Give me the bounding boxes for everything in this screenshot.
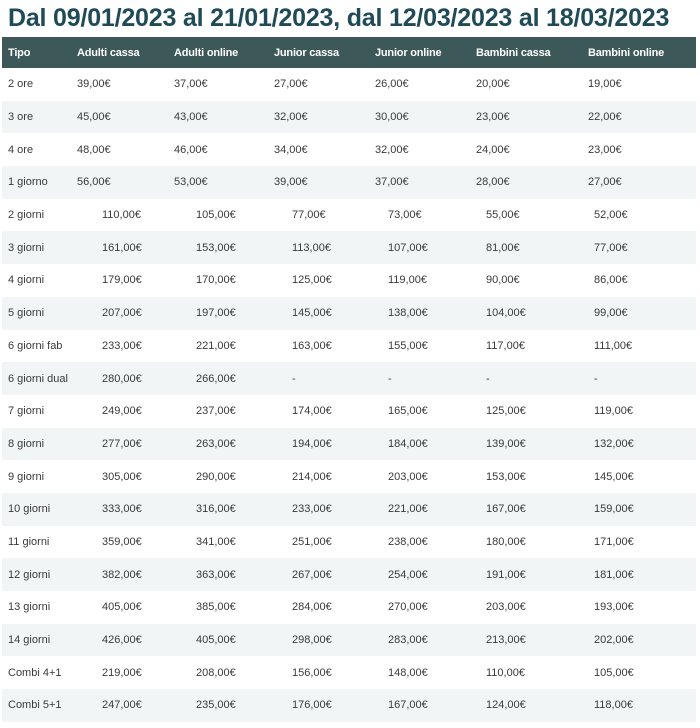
cell-junior-cassa: 214,00€ <box>292 470 332 483</box>
cell-tipo: Combi 4+1 <box>8 666 62 679</box>
cell-junior-cassa: 163,00€ <box>292 339 332 352</box>
cell-bambini-cassa: - <box>486 372 490 385</box>
cell-adulti-cassa: 249,00€ <box>102 405 142 418</box>
cell-adulti-cassa: 233,00€ <box>102 339 142 352</box>
cell-junior-online: 119,00€ <box>388 274 427 287</box>
table-row <box>2 624 696 657</box>
cell-junior-online: 138,00€ <box>388 307 428 320</box>
cell-adulti-online: 37,00€ <box>174 78 208 91</box>
cell-junior-cassa: 125,00€ <box>292 274 332 287</box>
cell-bambini-cassa: 139,00€ <box>486 437 526 450</box>
cell-junior-cassa: 77,00€ <box>292 209 326 222</box>
cell-junior-online: 32,00€ <box>375 143 409 156</box>
cell-tipo: Combi 5+1 <box>8 699 62 712</box>
cell-bambini-online: 118,00€ <box>594 699 633 712</box>
cell-adulti-cassa: 161,00€ <box>102 241 142 254</box>
cell-adulti-cassa: 207,00€ <box>102 307 142 320</box>
cell-junior-online: 165,00€ <box>388 405 428 418</box>
cell-bambini-cassa: 167,00€ <box>486 503 526 516</box>
cell-tipo: 11 giorni <box>8 535 50 548</box>
header-bambini-online: Bambini online <box>588 46 665 59</box>
cell-junior-cassa: 284,00€ <box>292 601 332 614</box>
cell-adulti-online: 341,00€ <box>196 535 236 548</box>
cell-adulti-online: 153,00€ <box>196 241 236 254</box>
cell-bambini-online: 171,00€ <box>594 535 634 548</box>
cell-adulti-cassa: 45,00€ <box>77 111 111 124</box>
header-bambini-cassa: Bambini cassa <box>476 46 551 59</box>
cell-bambini-online: - <box>594 372 598 385</box>
cell-bambini-online: 202,00€ <box>594 634 634 647</box>
table-row <box>2 166 696 199</box>
cell-junior-online: 238,00€ <box>388 535 428 548</box>
cell-adulti-cassa: 179,00€ <box>102 274 142 287</box>
header-adulti-online: Adulti online <box>174 46 239 59</box>
cell-junior-online: - <box>388 372 392 385</box>
cell-junior-cassa: 39,00€ <box>274 176 308 189</box>
cell-junior-cassa: 267,00€ <box>292 568 332 581</box>
cell-bambini-cassa: 180,00€ <box>486 535 526 548</box>
cell-bambini-cassa: 110,00€ <box>486 666 525 679</box>
cell-junior-cassa: 34,00€ <box>274 143 308 156</box>
cell-adulti-cassa: 48,00€ <box>77 143 111 156</box>
table-row <box>2 297 696 330</box>
table-row <box>2 558 696 591</box>
cell-bambini-online: 105,00€ <box>594 666 634 679</box>
cell-bambini-cassa: 55,00€ <box>486 209 520 222</box>
table-body <box>2 68 696 722</box>
cell-bambini-cassa: 24,00€ <box>476 143 510 156</box>
table-row <box>2 231 696 264</box>
cell-junior-online: 221,00€ <box>388 503 428 516</box>
cell-bambini-online: 159,00€ <box>594 503 634 516</box>
table-row <box>2 199 696 232</box>
table-row <box>2 428 696 461</box>
cell-junior-cassa: 251,00€ <box>292 535 332 548</box>
cell-adulti-cassa: 56,00€ <box>77 176 111 189</box>
cell-bambini-cassa: 213,00€ <box>486 634 526 647</box>
table-row <box>2 493 696 526</box>
table-header-row <box>2 37 696 68</box>
cell-junior-cassa: 174,00€ <box>292 405 332 418</box>
cell-bambini-online: 22,00€ <box>588 111 622 124</box>
cell-adulti-cassa: 219,00€ <box>102 666 142 679</box>
cell-adulti-online: 385,00€ <box>196 601 236 614</box>
cell-adulti-online: 290,00€ <box>196 470 236 483</box>
cell-junior-online: 203,00€ <box>388 470 428 483</box>
cell-bambini-cassa: 104,00€ <box>486 307 526 320</box>
cell-adulti-cassa: 277,00€ <box>102 437 142 450</box>
header-junior-online: Junior online <box>375 46 442 59</box>
cell-junior-online: 107,00€ <box>388 241 428 254</box>
cell-junior-online: 167,00€ <box>388 699 428 712</box>
cell-junior-cassa: 176,00€ <box>292 699 332 712</box>
cell-bambini-online: 86,00€ <box>594 274 628 287</box>
table-row <box>2 362 696 395</box>
cell-bambini-cassa: 203,00€ <box>486 601 526 614</box>
cell-junior-online: 155,00€ <box>388 339 428 352</box>
cell-bambini-cassa: 153,00€ <box>486 470 526 483</box>
cell-bambini-cassa: 117,00€ <box>486 339 525 352</box>
table-row <box>2 460 696 493</box>
cell-junior-cassa: 298,00€ <box>292 634 332 647</box>
page-title: Dal 09/01/2023 al 21/01/2023, dal 12/03/2023 al 18/03/2023 <box>8 4 670 32</box>
cell-bambini-online: 145,00€ <box>594 470 634 483</box>
cell-bambini-cassa: 28,00€ <box>476 176 510 189</box>
table-row <box>2 133 696 166</box>
cell-adulti-online: 46,00€ <box>174 143 208 156</box>
cell-bambini-cassa: 90,00€ <box>486 274 520 287</box>
cell-bambini-cassa: 191,00€ <box>486 568 526 581</box>
cell-tipo: 5 giorni <box>8 307 45 320</box>
cell-junior-cassa: 27,00€ <box>274 78 308 91</box>
cell-adulti-cassa: 305,00€ <box>102 470 142 483</box>
cell-tipo: 7 giorni <box>8 405 45 418</box>
cell-tipo: 6 giorni dual <box>8 372 68 385</box>
cell-bambini-cassa: 124,00€ <box>486 699 526 712</box>
cell-adulti-online: 43,00€ <box>174 111 208 124</box>
cell-adulti-online: 105,00€ <box>196 209 236 222</box>
cell-tipo: 4 ore <box>8 143 34 156</box>
cell-junior-online: 270,00€ <box>388 601 428 614</box>
cell-adulti-cassa: 359,00€ <box>102 535 142 548</box>
cell-adulti-online: 208,00€ <box>196 666 236 679</box>
price-table <box>2 37 696 722</box>
cell-adulti-online: 263,00€ <box>196 437 236 450</box>
table-row <box>2 395 696 428</box>
cell-tipo: 3 ore <box>8 111 34 124</box>
cell-bambini-online: 193,00€ <box>594 601 634 614</box>
cell-bambini-online: 27,00€ <box>588 176 622 189</box>
cell-tipo: 2 giorni <box>8 209 45 222</box>
cell-junior-cassa: - <box>292 372 296 385</box>
cell-junior-cassa: 32,00€ <box>274 111 308 124</box>
table-row <box>2 264 696 297</box>
cell-tipo: 4 giorni <box>8 274 45 287</box>
cell-adulti-cassa: 247,00€ <box>102 699 142 712</box>
cell-bambini-cassa: 125,00€ <box>486 405 526 418</box>
cell-adulti-cassa: 333,00€ <box>102 503 142 516</box>
cell-junior-online: 283,00€ <box>388 634 428 647</box>
cell-adulti-online: 235,00€ <box>196 699 236 712</box>
cell-bambini-online: 132,00€ <box>594 437 634 450</box>
table-row <box>2 101 696 134</box>
cell-adulti-online: 53,00€ <box>174 176 208 189</box>
table-row <box>2 591 696 624</box>
cell-bambini-online: 99,00€ <box>594 307 628 320</box>
cell-adulti-cassa: 405,00€ <box>102 601 142 614</box>
cell-junior-cassa: 156,00€ <box>292 666 332 679</box>
cell-adulti-online: 363,00€ <box>196 568 236 581</box>
cell-bambini-online: 119,00€ <box>594 405 633 418</box>
cell-junior-online: 73,00€ <box>388 209 422 222</box>
cell-tipo: 2 ore <box>8 78 34 91</box>
header-adulti-cassa: Adulti cassa <box>77 46 140 59</box>
cell-junior-online: 37,00€ <box>375 176 409 189</box>
cell-bambini-cassa: 81,00€ <box>486 241 520 254</box>
cell-adulti-online: 197,00€ <box>196 307 236 320</box>
table-row <box>2 330 696 363</box>
cell-adulti-online: 237,00€ <box>196 405 236 418</box>
cell-tipo: 6 giorni fab <box>8 339 63 352</box>
cell-junior-online: 26,00€ <box>375 78 409 91</box>
header-tipo: Tipo <box>8 46 31 59</box>
cell-junior-cassa: 233,00€ <box>292 503 332 516</box>
cell-bambini-online: 77,00€ <box>594 241 628 254</box>
cell-junior-cassa: 194,00€ <box>292 437 332 450</box>
cell-junior-online: 254,00€ <box>388 568 428 581</box>
cell-tipo: 9 giorni <box>8 470 45 483</box>
cell-adulti-online: 170,00€ <box>196 274 236 287</box>
cell-adulti-cassa: 280,00€ <box>102 372 142 385</box>
cell-junior-online: 30,00€ <box>375 111 409 124</box>
cell-bambini-online: 52,00€ <box>594 209 628 222</box>
cell-tipo: 10 giorni <box>8 503 51 516</box>
cell-tipo: 12 giorni <box>8 568 51 581</box>
cell-tipo: 14 giorni <box>8 634 51 647</box>
cell-bambini-cassa: 23,00€ <box>476 111 510 124</box>
cell-bambini-cassa: 20,00€ <box>476 78 510 91</box>
cell-bambini-online: 111,00€ <box>594 339 633 352</box>
cell-junior-cassa: 113,00€ <box>292 241 331 254</box>
cell-tipo: 3 giorni <box>8 241 45 254</box>
cell-tipo: 1 giorno <box>8 176 48 189</box>
cell-bambini-online: 181,00€ <box>594 568 634 581</box>
cell-junior-online: 148,00€ <box>388 666 428 679</box>
cell-adulti-cassa: 39,00€ <box>77 78 111 91</box>
cell-adulti-online: 266,00€ <box>196 372 236 385</box>
cell-adulti-cassa: 426,00€ <box>102 634 142 647</box>
table-row <box>2 68 696 101</box>
table-row <box>2 656 696 689</box>
cell-junior-cassa: 145,00€ <box>292 307 332 320</box>
cell-bambini-online: 23,00€ <box>588 143 622 156</box>
cell-adulti-online: 221,00€ <box>196 339 236 352</box>
cell-adulti-online: 405,00€ <box>196 634 236 647</box>
cell-adulti-cassa: 110,00€ <box>102 209 141 222</box>
cell-adulti-cassa: 382,00€ <box>102 568 142 581</box>
table-row <box>2 526 696 559</box>
cell-junior-online: 184,00€ <box>388 437 428 450</box>
cell-tipo: 8 giorni <box>8 437 45 450</box>
header-junior-cassa: Junior cassa <box>274 46 339 59</box>
cell-bambini-online: 19,00€ <box>588 78 622 91</box>
cell-adulti-online: 316,00€ <box>196 503 236 516</box>
table-row <box>2 689 696 722</box>
cell-tipo: 13 giorni <box>8 601 51 614</box>
